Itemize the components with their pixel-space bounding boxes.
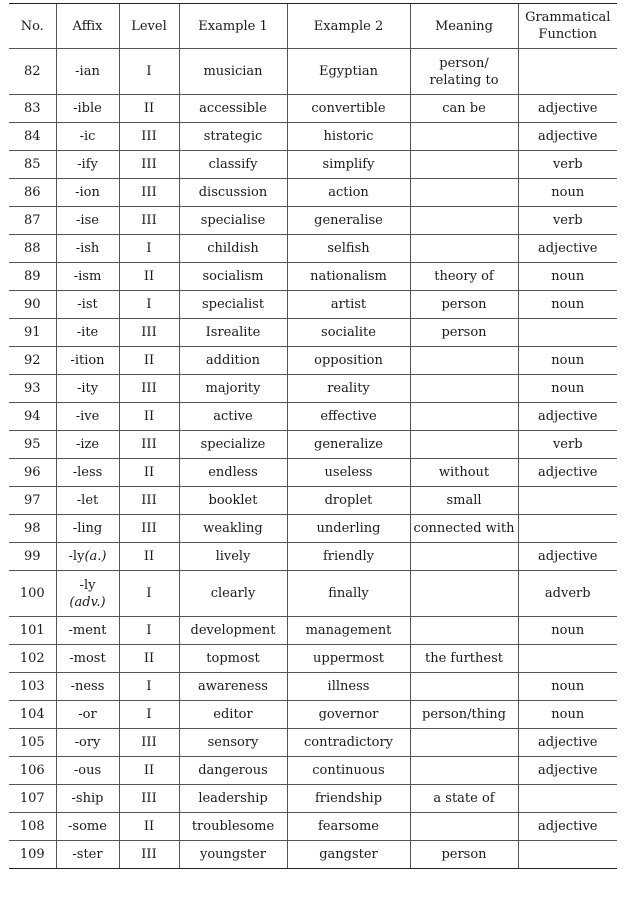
- cell-level: I: [119, 571, 179, 617]
- cell-example-1: accessible: [179, 95, 287, 123]
- cell-example-2: generalize: [287, 431, 410, 459]
- cell-no: 103: [9, 673, 56, 701]
- cell-meaning: [410, 617, 518, 645]
- cell-example-1: editor: [179, 701, 287, 729]
- cell-example-2: action: [287, 179, 410, 207]
- cell-meaning: connected with: [410, 515, 518, 543]
- cell-no: 104: [9, 701, 56, 729]
- cell-meaning: a state of: [410, 785, 518, 813]
- table-row: [9, 645, 617, 673]
- cell-meaning: small: [410, 487, 518, 515]
- cell-meaning: person/ relating to: [410, 49, 518, 95]
- cell-meaning: [410, 543, 518, 571]
- table-row: [9, 757, 617, 785]
- cell-example-1: endless: [179, 459, 287, 487]
- cell-example-1: lively: [179, 543, 287, 571]
- table-row: [9, 841, 617, 869]
- header-row: [9, 4, 617, 49]
- table-row: [9, 813, 617, 841]
- cell-grammatical-function: adjective: [518, 123, 617, 151]
- cell-meaning: [410, 235, 518, 263]
- cell-grammatical-function: verb: [518, 431, 617, 459]
- cell-example-2: reality: [287, 375, 410, 403]
- cell-affix: -let: [56, 487, 119, 515]
- table-row: [9, 729, 617, 757]
- cell-no: 105: [9, 729, 56, 757]
- cell-level: I: [119, 673, 179, 701]
- cell-no: 83: [9, 95, 56, 123]
- cell-grammatical-function: adjective: [518, 459, 617, 487]
- cell-affix: -most: [56, 645, 119, 673]
- cell-affix: -ic: [56, 123, 119, 151]
- cell-example-2: friendly: [287, 543, 410, 571]
- header-no: No.: [9, 4, 56, 49]
- cell-grammatical-function: verb: [518, 151, 617, 179]
- cell-example-1: topmost: [179, 645, 287, 673]
- cell-example-2: historic: [287, 123, 410, 151]
- cell-grammatical-function: [518, 515, 617, 543]
- header-example-1: Example 1: [179, 4, 287, 49]
- cell-level: III: [119, 515, 179, 543]
- table-body: [9, 49, 617, 869]
- cell-affix: -ling: [56, 515, 119, 543]
- cell-level: II: [119, 645, 179, 673]
- cell-grammatical-function: [518, 487, 617, 515]
- cell-meaning: the furthest: [410, 645, 518, 673]
- cell-affix: -ity: [56, 375, 119, 403]
- affix-table: [9, 3, 617, 869]
- affix-text: -ly: [68, 549, 85, 564]
- cell-example-1: development: [179, 617, 287, 645]
- cell-grammatical-function: adjective: [518, 757, 617, 785]
- cell-example-1: youngster: [179, 841, 287, 869]
- cell-meaning: [410, 151, 518, 179]
- cell-level: I: [119, 617, 179, 645]
- cell-no: 109: [9, 841, 56, 869]
- cell-level: II: [119, 347, 179, 375]
- cell-no: 94: [9, 403, 56, 431]
- cell-affix: -ory: [56, 729, 119, 757]
- cell-no: 88: [9, 235, 56, 263]
- cell-example-2: useless: [287, 459, 410, 487]
- cell-meaning: [410, 123, 518, 151]
- cell-level: I: [119, 291, 179, 319]
- cell-affix: -ian: [56, 49, 119, 95]
- cell-example-2: uppermost: [287, 645, 410, 673]
- table-row: [9, 375, 617, 403]
- cell-meaning: person: [410, 291, 518, 319]
- cell-example-1: strategic: [179, 123, 287, 151]
- cell-affix: -ify: [56, 151, 119, 179]
- cell-no: 84: [9, 123, 56, 151]
- table-row: [9, 515, 617, 543]
- cell-example-2: selfish: [287, 235, 410, 263]
- cell-example-2: socialite: [287, 319, 410, 347]
- cell-level: III: [119, 319, 179, 347]
- cell-affix: -less: [56, 459, 119, 487]
- cell-affix: -ion: [56, 179, 119, 207]
- cell-no: 85: [9, 151, 56, 179]
- cell-meaning: person: [410, 841, 518, 869]
- cell-affix: -ness: [56, 673, 119, 701]
- cell-example-2: management: [287, 617, 410, 645]
- cell-example-1: socialism: [179, 263, 287, 291]
- cell-grammatical-function: adjective: [518, 403, 617, 431]
- cell-example-1: specialist: [179, 291, 287, 319]
- cell-example-2: effective: [287, 403, 410, 431]
- cell-example-2: governor: [287, 701, 410, 729]
- header-meaning: Meaning: [410, 4, 518, 49]
- cell-example-2: illness: [287, 673, 410, 701]
- cell-example-2: artist: [287, 291, 410, 319]
- header-level: Level: [119, 4, 179, 49]
- cell-example-1: discussion: [179, 179, 287, 207]
- cell-level: II: [119, 543, 179, 571]
- affix-text: -ly: [79, 577, 96, 593]
- cell-grammatical-function: [518, 49, 617, 95]
- cell-meaning: theory of: [410, 263, 518, 291]
- table-row: [9, 49, 617, 95]
- table-row: [9, 151, 617, 179]
- cell-no: 93: [9, 375, 56, 403]
- header-example-2: Example 2: [287, 4, 410, 49]
- cell-example-1: addition: [179, 347, 287, 375]
- cell-no: 99: [9, 543, 56, 571]
- cell-level: II: [119, 95, 179, 123]
- cell-example-1: clearly: [179, 571, 287, 617]
- cell-no: 86: [9, 179, 56, 207]
- cell-example-2: continuous: [287, 757, 410, 785]
- table-row: [9, 785, 617, 813]
- table-row: [9, 403, 617, 431]
- cell-example-1: specialise: [179, 207, 287, 235]
- cell-meaning: [410, 813, 518, 841]
- cell-grammatical-function: noun: [518, 347, 617, 375]
- cell-example-2: finally: [287, 571, 410, 617]
- cell-example-2: generalise: [287, 207, 410, 235]
- cell-grammatical-function: [518, 841, 617, 869]
- table-row: [9, 235, 617, 263]
- cell-no: 98: [9, 515, 56, 543]
- cell-no: 91: [9, 319, 56, 347]
- cell-grammatical-function: adjective: [518, 543, 617, 571]
- header-affix: Affix: [56, 4, 119, 49]
- cell-no: 97: [9, 487, 56, 515]
- header-grammatical-function: Grammatical Function: [518, 4, 617, 49]
- cell-affix: -or: [56, 701, 119, 729]
- cell-example-2: underling: [287, 515, 410, 543]
- cell-no: 92: [9, 347, 56, 375]
- cell-grammatical-function: adjective: [518, 95, 617, 123]
- cell-meaning: [410, 571, 518, 617]
- cell-grammatical-function: [518, 319, 617, 347]
- table-row: [9, 95, 617, 123]
- cell-meaning: [410, 207, 518, 235]
- cell-affix: -ible: [56, 95, 119, 123]
- cell-affix: -ster: [56, 841, 119, 869]
- table-row: [9, 207, 617, 235]
- cell-grammatical-function: adjective: [518, 729, 617, 757]
- cell-affix: -ise: [56, 207, 119, 235]
- cell-affix: -ous: [56, 757, 119, 785]
- cell-level: III: [119, 207, 179, 235]
- table-row: [9, 459, 617, 487]
- table-row: [9, 291, 617, 319]
- cell-level: III: [119, 841, 179, 869]
- cell-example-2: convertible: [287, 95, 410, 123]
- cell-level: III: [119, 487, 179, 515]
- cell-example-2: opposition: [287, 347, 410, 375]
- cell-no: 82: [9, 49, 56, 95]
- cell-affix: -ship: [56, 785, 119, 813]
- cell-example-2: Egyptian: [287, 49, 410, 95]
- cell-grammatical-function: noun: [518, 375, 617, 403]
- cell-level: II: [119, 459, 179, 487]
- cell-example-1: sensory: [179, 729, 287, 757]
- cell-example-1: specialize: [179, 431, 287, 459]
- table-row: [9, 179, 617, 207]
- cell-grammatical-function: adverb: [518, 571, 617, 617]
- cell-meaning: [410, 757, 518, 785]
- cell-example-2: gangster: [287, 841, 410, 869]
- cell-meaning: [410, 729, 518, 757]
- cell-example-1: majority: [179, 375, 287, 403]
- cell-level: III: [119, 785, 179, 813]
- cell-example-2: nationalism: [287, 263, 410, 291]
- cell-grammatical-function: [518, 645, 617, 673]
- cell-example-1: awareness: [179, 673, 287, 701]
- cell-no: 102: [9, 645, 56, 673]
- cell-level: III: [119, 375, 179, 403]
- cell-example-1: Isrealite: [179, 319, 287, 347]
- cell-affix: -ment: [56, 617, 119, 645]
- cell-meaning: [410, 431, 518, 459]
- table-row: [9, 319, 617, 347]
- cell-affix: -ive: [56, 403, 119, 431]
- cell-meaning: [410, 179, 518, 207]
- cell-level: III: [119, 729, 179, 757]
- table-row: [9, 543, 617, 571]
- affix-table-container: [9, 3, 617, 869]
- cell-example-1: troublesome: [179, 813, 287, 841]
- cell-affix: [56, 571, 119, 617]
- cell-level: III: [119, 123, 179, 151]
- cell-example-2: simplify: [287, 151, 410, 179]
- cell-grammatical-function: noun: [518, 701, 617, 729]
- cell-no: 108: [9, 813, 56, 841]
- cell-grammatical-function: verb: [518, 207, 617, 235]
- cell-level: III: [119, 151, 179, 179]
- cell-no: 107: [9, 785, 56, 813]
- cell-grammatical-function: noun: [518, 673, 617, 701]
- cell-level: I: [119, 701, 179, 729]
- cell-example-2: contradictory: [287, 729, 410, 757]
- cell-meaning: can be: [410, 95, 518, 123]
- cell-grammatical-function: [518, 785, 617, 813]
- cell-example-1: booklet: [179, 487, 287, 515]
- cell-level: II: [119, 263, 179, 291]
- table-row: [9, 571, 617, 617]
- cell-affix: -some: [56, 813, 119, 841]
- cell-no: 90: [9, 291, 56, 319]
- cell-level: II: [119, 813, 179, 841]
- cell-no: 96: [9, 459, 56, 487]
- cell-affix: [56, 543, 119, 571]
- cell-grammatical-function: adjective: [518, 813, 617, 841]
- table-row: [9, 701, 617, 729]
- cell-example-1: childish: [179, 235, 287, 263]
- cell-example-1: musician: [179, 49, 287, 95]
- cell-grammatical-function: adjective: [518, 235, 617, 263]
- cell-affix: -ism: [56, 263, 119, 291]
- table-header: [9, 4, 617, 49]
- cell-meaning: person/thing: [410, 701, 518, 729]
- cell-meaning: [410, 403, 518, 431]
- affix-part-of-speech: (adv.): [69, 594, 106, 610]
- cell-example-1: leadership: [179, 785, 287, 813]
- cell-example-2: droplet: [287, 487, 410, 515]
- cell-grammatical-function: noun: [518, 263, 617, 291]
- cell-level: III: [119, 431, 179, 459]
- cell-level: II: [119, 403, 179, 431]
- cell-level: II: [119, 757, 179, 785]
- cell-example-1: weakling: [179, 515, 287, 543]
- cell-meaning: [410, 673, 518, 701]
- cell-meaning: person: [410, 319, 518, 347]
- cell-affix: -ite: [56, 319, 119, 347]
- cell-no: 87: [9, 207, 56, 235]
- table-row: [9, 487, 617, 515]
- cell-grammatical-function: noun: [518, 291, 617, 319]
- cell-affix: -ition: [56, 347, 119, 375]
- table-row: [9, 431, 617, 459]
- cell-level: I: [119, 235, 179, 263]
- cell-meaning: [410, 375, 518, 403]
- cell-level: III: [119, 179, 179, 207]
- cell-no: 100: [9, 571, 56, 617]
- table-row: [9, 123, 617, 151]
- cell-no: 89: [9, 263, 56, 291]
- affix-part-of-speech: (a.): [84, 549, 107, 564]
- cell-no: 106: [9, 757, 56, 785]
- cell-affix: -ist: [56, 291, 119, 319]
- table-row: [9, 673, 617, 701]
- cell-level: I: [119, 49, 179, 95]
- cell-meaning: without: [410, 459, 518, 487]
- cell-affix: -ize: [56, 431, 119, 459]
- table-row: [9, 263, 617, 291]
- cell-example-1: active: [179, 403, 287, 431]
- cell-example-2: fearsome: [287, 813, 410, 841]
- cell-grammatical-function: noun: [518, 179, 617, 207]
- cell-example-2: friendship: [287, 785, 410, 813]
- cell-example-1: dangerous: [179, 757, 287, 785]
- cell-example-1: classify: [179, 151, 287, 179]
- cell-no: 95: [9, 431, 56, 459]
- table-row: [9, 617, 617, 645]
- cell-affix: -ish: [56, 235, 119, 263]
- cell-meaning: [410, 347, 518, 375]
- table-row: [9, 347, 617, 375]
- cell-no: 101: [9, 617, 56, 645]
- cell-grammatical-function: noun: [518, 617, 617, 645]
